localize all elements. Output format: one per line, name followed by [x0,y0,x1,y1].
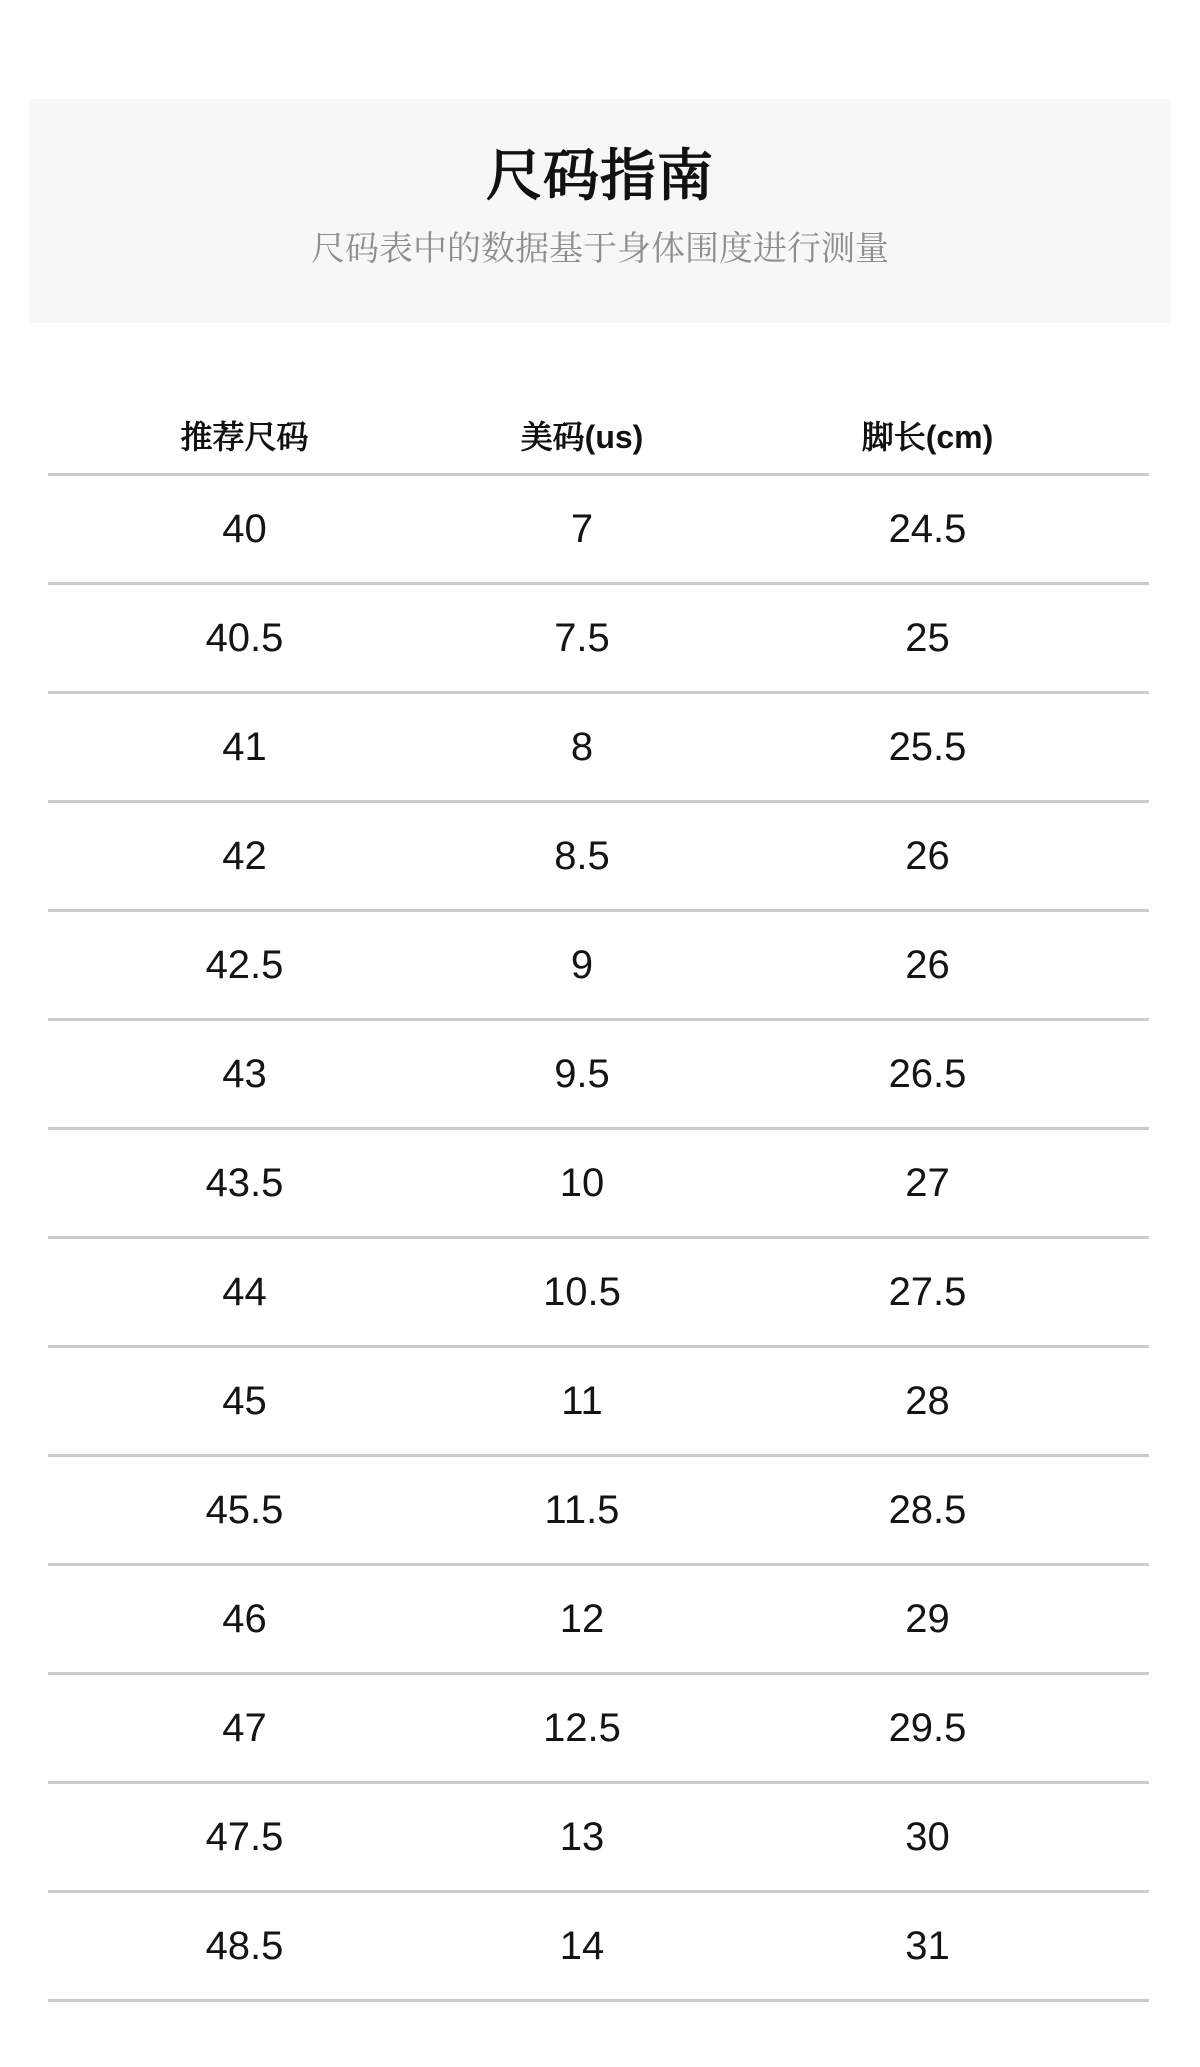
table-cell: 11.5 [544,1487,620,1532]
size-table [48,396,1149,2002]
table-cell: 26 [905,833,950,878]
table-row [48,1239,1149,1348]
table-row [48,1348,1149,1457]
table-cell: 44 [222,1269,267,1314]
table-cell: 48.5 [205,1923,284,1968]
table-row [48,912,1149,1021]
table-cell: 26.5 [888,1051,967,1096]
table-cell: 8.5 [554,833,610,878]
table-cell: 11 [561,1378,603,1423]
table-cell: 42 [222,833,267,878]
table-cell: 43 [222,1051,267,1096]
table-row [48,1457,1149,1566]
table-row [48,803,1149,912]
table-cell: 45 [222,1378,267,1423]
table-cell: 8 [570,724,594,769]
table-cell: 40.5 [205,615,284,660]
table-cell: 31 [905,1923,950,1968]
table-row [48,1893,1149,2002]
table-cell: 43.5 [205,1160,284,1205]
table-cell: 25.5 [888,724,967,769]
table-cell: 29.5 [888,1705,967,1750]
table-cell: 45.5 [205,1487,284,1532]
table-cell: 27 [905,1160,950,1205]
table-cell: 7 [570,506,594,551]
table-cell: 9 [570,942,594,987]
table-cell: 10.5 [543,1269,621,1314]
table-cell: 27.5 [888,1269,967,1314]
table-header-row [48,396,1149,476]
table-row [48,694,1149,803]
table-cell: 41 [222,724,267,769]
table-row [48,476,1149,585]
table-cell: 13 [559,1814,605,1859]
column-header-foot-length: 脚长(cm) [861,418,994,455]
table-row [48,1130,1149,1239]
table-row [48,1566,1149,1675]
table-cell: 24.5 [888,506,967,551]
page-subtitle: 尺码表中的数据基于身体围度进行测量 [311,230,889,268]
table-cell: 47.5 [205,1814,284,1859]
table-cell: 10 [559,1160,605,1205]
table-cell: 46 [222,1596,267,1641]
column-header-recommended-size: 推荐尺码 [180,418,309,455]
table-cell: 25 [905,615,950,660]
table-cell: 28 [905,1378,950,1423]
table-row [48,585,1149,694]
table-cell: 28.5 [888,1487,967,1532]
table-cell: 47 [222,1705,267,1750]
table-cell: 42.5 [205,942,284,987]
column-header-us-size: 美码(us) [520,418,644,455]
table-cell: 12 [559,1596,605,1641]
table-body [48,476,1149,2002]
table-cell: 40 [222,506,267,551]
table-row [48,1675,1149,1784]
table-cell: 9.5 [554,1051,610,1096]
table-cell: 12.5 [543,1705,621,1750]
size-guide-hero [29,99,1171,323]
table-cell: 29 [905,1596,950,1641]
table-cell: 26 [905,942,950,987]
table-cell: 14 [559,1923,605,1968]
table-cell: 30 [905,1814,950,1859]
table-row [48,1021,1149,1130]
page-title: 尺码指南 [486,144,714,207]
table-cell: 7.5 [554,615,610,660]
table-row [48,1784,1149,1893]
